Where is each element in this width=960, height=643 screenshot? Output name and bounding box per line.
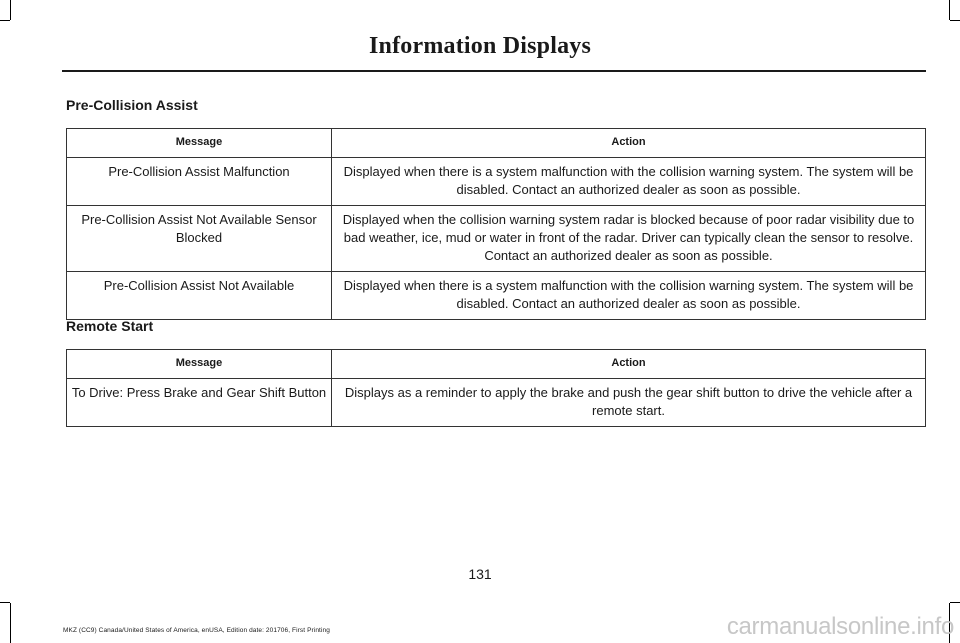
table-row [67, 158, 926, 206]
column-header-message: Message [67, 129, 332, 158]
table-row [67, 272, 926, 320]
page-number: 131 [468, 566, 492, 582]
message-cell: To Drive: Press Brake and Gear Shift Button [67, 379, 332, 427]
crop-mark [10, 603, 11, 643]
table-row [67, 379, 926, 427]
action-cell: Displayed when there is a system malfunction with the collision warning system. The system will be disabled. Contact an authorized dealer as soon as possible. [332, 158, 926, 206]
message-cell: Pre-Collision Assist Malfunction [67, 158, 332, 206]
section-heading-remote-start: Remote Start [66, 318, 154, 334]
edition-footer: MKZ (CC9) Canada/United States of America, enUSA, Edition date: 201706, First Printing [63, 627, 330, 634]
table-header-row [67, 350, 926, 379]
page-title: Information Displays [368, 33, 592, 59]
column-header-action: Action [332, 129, 926, 158]
header-divider [62, 70, 926, 72]
table-header-row [67, 129, 926, 158]
column-header-message: Message [67, 350, 332, 379]
remote-start-table [66, 349, 926, 427]
crop-mark [10, 0, 11, 20]
action-cell: Displays as a reminder to apply the brake and push the gear shift button to drive the vehicle after a remote start. [332, 379, 926, 427]
section-heading-pre-collision-assist: Pre-Collision Assist [66, 97, 198, 113]
action-cell: Displayed when the collision warning system radar is blocked because of poor radar visibility due to bad weather, ice, mud or water in front of the radar. Driver can typically clean the sensor to resolve. Contact an authorized dealer as soon as possible. [332, 206, 926, 272]
watermark: carmanualsonline.info [726, 613, 954, 640]
column-header-action: Action [332, 350, 926, 379]
table-row [67, 206, 926, 272]
pre-collision-assist-table [66, 128, 926, 320]
crop-mark [950, 602, 960, 603]
crop-mark [950, 20, 960, 21]
message-cell: Pre-Collision Assist Not Available [67, 272, 332, 320]
crop-mark [0, 602, 10, 603]
message-cell: Pre-Collision Assist Not Available Sensor Blocked [67, 206, 332, 272]
crop-mark [0, 20, 10, 21]
action-cell: Displayed when there is a system malfunction with the collision warning system. The system will be disabled. Contact an authorized dealer as soon as possible. [332, 272, 926, 320]
crop-mark [949, 0, 950, 20]
